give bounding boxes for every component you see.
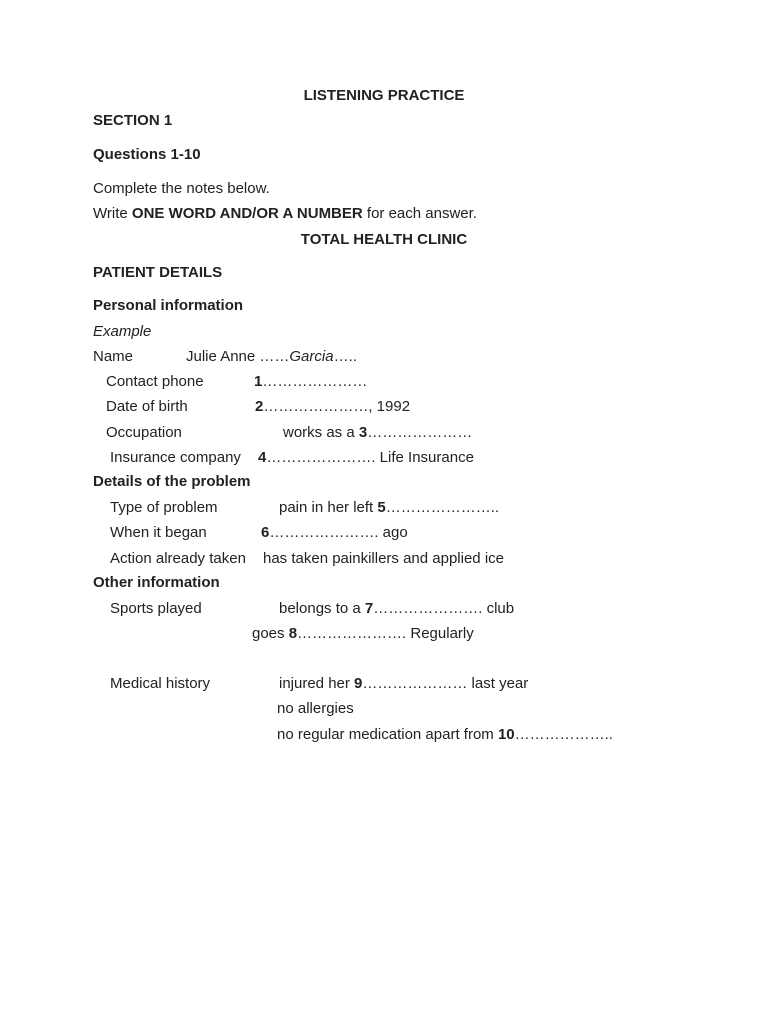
question-number: 2 [255,398,264,415]
answer-prefix: goes [252,625,289,642]
name-value-text: Julie Anne …… [186,348,290,365]
question-number: 3 [358,424,368,441]
answer-blank: …………………. ago [269,524,408,541]
questions-heading: Questions 1-10 [93,146,201,163]
other-info-heading: Other information [93,574,220,591]
question-number: 5 [377,499,386,516]
answer-blank: …………………, 1992 [263,398,411,415]
question-number: 7 [364,600,374,617]
date-of-birth-label: Date of birth [106,398,188,415]
answer-prefix: belongs to a [279,600,365,617]
answer-prefix: works as a [283,424,359,441]
answer-blank: …………………. club [373,600,515,617]
question-9-blank [279,675,528,693]
answer-blank: ………………… [367,424,473,441]
action-taken-label: Action already taken [110,550,246,567]
answer-blank: ………………… [262,373,368,390]
insurance-company-label: Insurance company [110,449,241,466]
instruction-text: for each answer. [362,205,477,222]
answer-blank: ………………….. [385,499,500,516]
when-it-began-label: When it began [110,524,207,541]
question-8-blank [252,625,474,643]
instruction-line-1: Complete the notes below. [93,180,270,197]
instruction-line-2 [93,205,477,223]
answer-blank: ……………….. [514,726,613,743]
answer-blank: …………………. Life Insurance [266,449,474,466]
answer-prefix: pain in her left [279,499,378,516]
question-3-blank [283,424,472,442]
question-number: 1 [254,373,263,390]
question-number: 10 [497,726,515,743]
occupation-label: Occupation [106,424,182,441]
name-value-text: ….. [333,348,357,365]
answer-prefix: no regular medication apart from [277,726,498,743]
question-number: 4 [258,449,267,466]
contact-phone-label: Contact phone [106,373,204,390]
problem-details-heading: Details of the problem [93,473,251,490]
name-value [186,348,357,366]
question-5-blank [279,499,499,517]
question-7-blank [279,600,514,618]
action-taken-value: has taken painkillers and applied ice [263,550,504,567]
sports-played-label: Sports played [110,600,202,617]
question-2-blank [255,398,410,416]
answer-prefix: injured her [279,675,355,692]
instruction-text: Write [93,205,132,222]
question-number: 6 [261,524,270,541]
name-label: Name [93,348,134,365]
answer-blank: ………………… last year [362,675,529,692]
example-answer: Garcia [289,348,334,365]
question-number: 8 [288,625,298,642]
question-6-blank [261,524,408,542]
medical-history-label: Medical history [110,675,211,692]
personal-info-heading: Personal information [93,297,244,314]
question-1-blank [254,373,367,391]
type-of-problem-label: Type of problem [110,499,218,516]
allergies-note: no allergies [277,700,354,717]
question-number: 9 [354,675,363,692]
patient-details-heading: PATIENT DETAILS [93,264,223,281]
form-title: TOTAL HEALTH CLINIC [300,231,468,248]
instruction-emphasis: ONE WORD AND/OR A NUMBER [131,205,363,222]
question-4-blank [258,449,474,467]
answer-blank: …………………. Regularly [297,625,474,642]
section-heading: SECTION 1 [93,112,173,129]
example-label: Example [93,323,152,340]
question-10-blank [277,726,613,744]
page-title: LISTENING PRACTICE [303,87,465,104]
